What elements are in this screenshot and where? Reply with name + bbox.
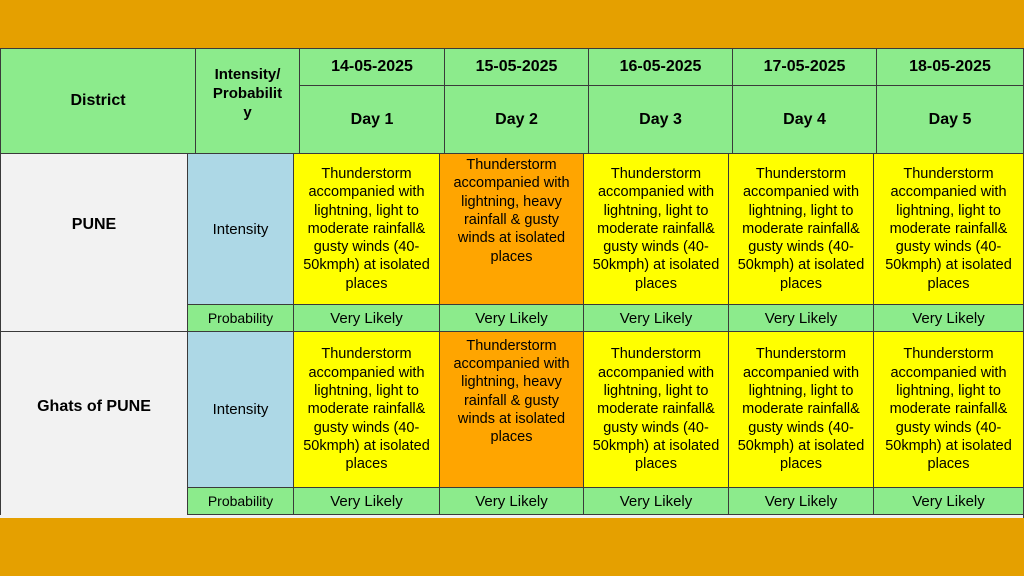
probability-label: Probability <box>188 488 294 515</box>
header-day-5: Day 5 <box>877 86 1024 154</box>
header-date-1: 14-05-2025 <box>300 48 445 86</box>
intensity-cell: Thunderstorm accompanied with lightning, heavy rainfall & gusty winds at isolated places <box>440 332 584 488</box>
district-cell: Ghats of PUNE <box>0 332 188 518</box>
intensity-cell: Thunderstorm accompanied with lightning, light to moderate rainfall& gusty winds (40-50kmph) at isolated places <box>294 154 440 305</box>
probability-cell: Very Likely <box>729 488 874 515</box>
intensity-cell: Thunderstorm accompanied with lightning, light to moderate rainfall& gusty winds (40-50kmph) at isolated places <box>729 332 874 488</box>
intensity-cell: Thunderstorm accompanied with lightning, heavy rainfall & gusty winds at isolated places <box>440 154 584 305</box>
probability-cell: Very Likely <box>584 305 729 332</box>
header-day-2: Day 2 <box>445 86 589 154</box>
header-date-2: 15-05-2025 <box>445 48 589 86</box>
intensity-label: Intensity <box>188 154 294 305</box>
probability-cell: Very Likely <box>729 305 874 332</box>
next-row-sliver <box>0 515 1024 518</box>
intensity-cell: Thunderstorm accompanied with lightning, light to moderate rainfall& gusty winds (40-50kmph) at isolated places <box>584 332 729 488</box>
header-day-4: Day 4 <box>733 86 877 154</box>
intensity-cell: Thunderstorm accompanied with lightning, light to moderate rainfall& gusty winds (40-50kmph) at isolated places <box>874 332 1024 488</box>
header-day-3: Day 3 <box>589 86 733 154</box>
header-date-4: 17-05-2025 <box>733 48 877 86</box>
probability-cell: Very Likely <box>440 488 584 515</box>
intensity-cell: Thunderstorm accompanied with lightning, light to moderate rainfall& gusty winds (40-50kmph) at isolated places <box>584 154 729 305</box>
probability-cell: Very Likely <box>874 488 1024 515</box>
header-date-3: 16-05-2025 <box>589 48 733 86</box>
weather-forecast-table <box>0 48 1024 518</box>
probability-cell: Very Likely <box>294 488 440 515</box>
intensity-cell: Thunderstorm accompanied with lightning, light to moderate rainfall& gusty winds (40-50kmph) at isolated places <box>729 154 874 305</box>
header-day-1: Day 1 <box>300 86 445 154</box>
probability-label: Probability <box>188 305 294 332</box>
header-date-5: 18-05-2025 <box>877 48 1024 86</box>
intensity-label: Intensity <box>188 332 294 488</box>
header-intensity-probability: Intensity/ Probabilit y <box>196 48 300 154</box>
probability-cell: Very Likely <box>294 305 440 332</box>
intensity-cell: Thunderstorm accompanied with lightning, light to moderate rainfall& gusty winds (40-50kmph) at isolated places <box>294 332 440 488</box>
intensity-cell: Thunderstorm accompanied with lightning, light to moderate rainfall& gusty winds (40-50kmph) at isolated places <box>874 154 1024 305</box>
probability-cell: Very Likely <box>440 305 584 332</box>
district-cell: PUNE <box>0 154 188 332</box>
header-district: District <box>0 48 196 154</box>
probability-cell: Very Likely <box>874 305 1024 332</box>
probability-cell: Very Likely <box>584 488 729 515</box>
